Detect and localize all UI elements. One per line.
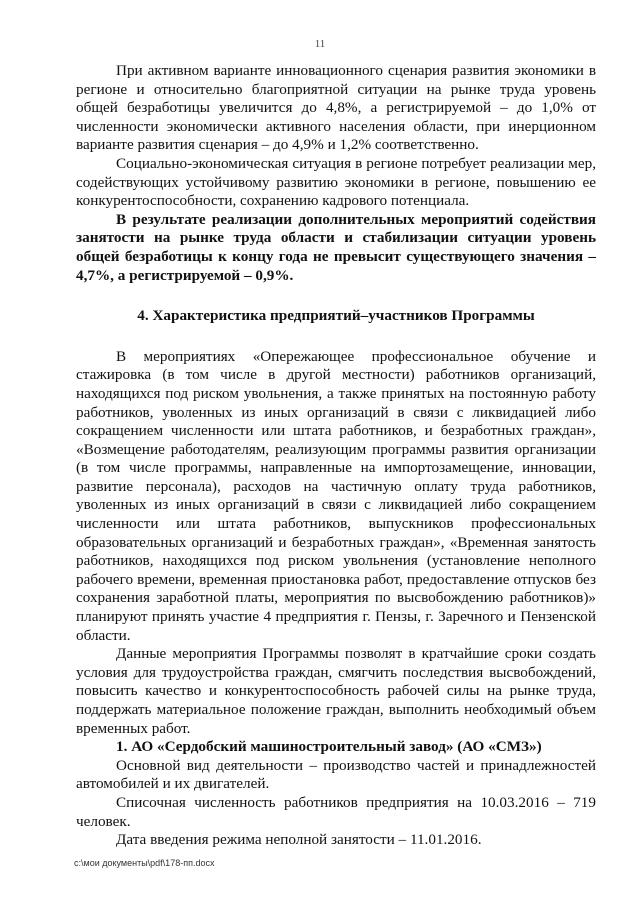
paragraph-participants: В мероприятиях «Опережающее профессиональное обучение и стажировка (в том числе в другой местности) работников организаций, находящихся под риском увольнения, а также принятых на постоянную работу работников, уволенных из иных организаций в связи с ликвидацией либо сокращением численности или штата работников, и безработных граждан», «Возмещение работодателям, реализующим программы развития организации (в том числе программы, направленные на импортозамещение, инновации, развитие персонала), расходов на частичную оплату труда работников, уволенных из иных организаций в связи с ликвидацией либо сокращением численности или штата работников, выпускников профессиональных образовательных организаций и безработных граждан», «Временная занятость работников, находящихся под риском увольнения (установление неполного рабочего времени, временная приостановка работ, предоставление отпусков без сохранения заработной платы, мероприятия по высвобождению работников)» планируют принять участие 4 предприятия г. Пензы, г. Заречного и Пензенской области. bbox=[76, 347, 596, 644]
footer-file-path: c:\мои документы\pdf\178-пп.docx bbox=[74, 858, 215, 868]
paragraph-headcount: Списочная численность работников предприятия на 10.03.2016 – 719 человек. bbox=[76, 793, 596, 830]
paragraph-activity: Основной вид деятельности – производство частей и принадлежностей автомобилей и их двигателей. bbox=[76, 756, 596, 793]
paragraph-forecast: При активном варианте инновационного сценария развития экономики в регионе и относительно благоприятной ситуации на рынке труда уровень общей безработицы увеличится до 4,8%, а регистрируемой – до 1,0% от численности экономически активного населения области, при инерционном варианте развития сценария – до 4,9% и 1,2% соответственно. bbox=[76, 62, 596, 154]
document-body bbox=[76, 62, 596, 850]
paragraph-bold-conclusion: В результате реализации дополнительных мероприятий содействия занятости на рынке труда области и стабилизации ситуации уровень общей безработицы к концу года не превысит существующего значения – 4,7%, а регистрируемой – 0,9%. bbox=[76, 210, 596, 284]
page-number: 11 bbox=[314, 38, 326, 50]
paragraph-part-time-date: Дата введения режима неполной занятости – 11.01.2016. bbox=[116, 831, 482, 849]
section-heading: 4. Характеристика предприятий–участников Программы bbox=[137, 307, 535, 325]
paragraph-socio-economic: Социально-экономическая ситуация в регионе потребует реализации мер, содействующих устойчивому развитию экономики в регионе, повышению ее конкурентоспособности, сохранению кадрового потенциала. bbox=[76, 154, 596, 210]
paragraph-measures: Данные мероприятия Программы позволят в кратчайшие сроки создать условия для трудоустройства граждан, смягчить последствия высвобождений, повысить качество и конкурентоспособность рабочей силы на рынке труда, поддержать материальное положение граждан, выполнить необходимый объем временных работ. bbox=[76, 645, 596, 737]
enterprise-heading: 1. АО «Сердобский машиностроительный завод» (АО «СМЗ») bbox=[116, 738, 542, 756]
